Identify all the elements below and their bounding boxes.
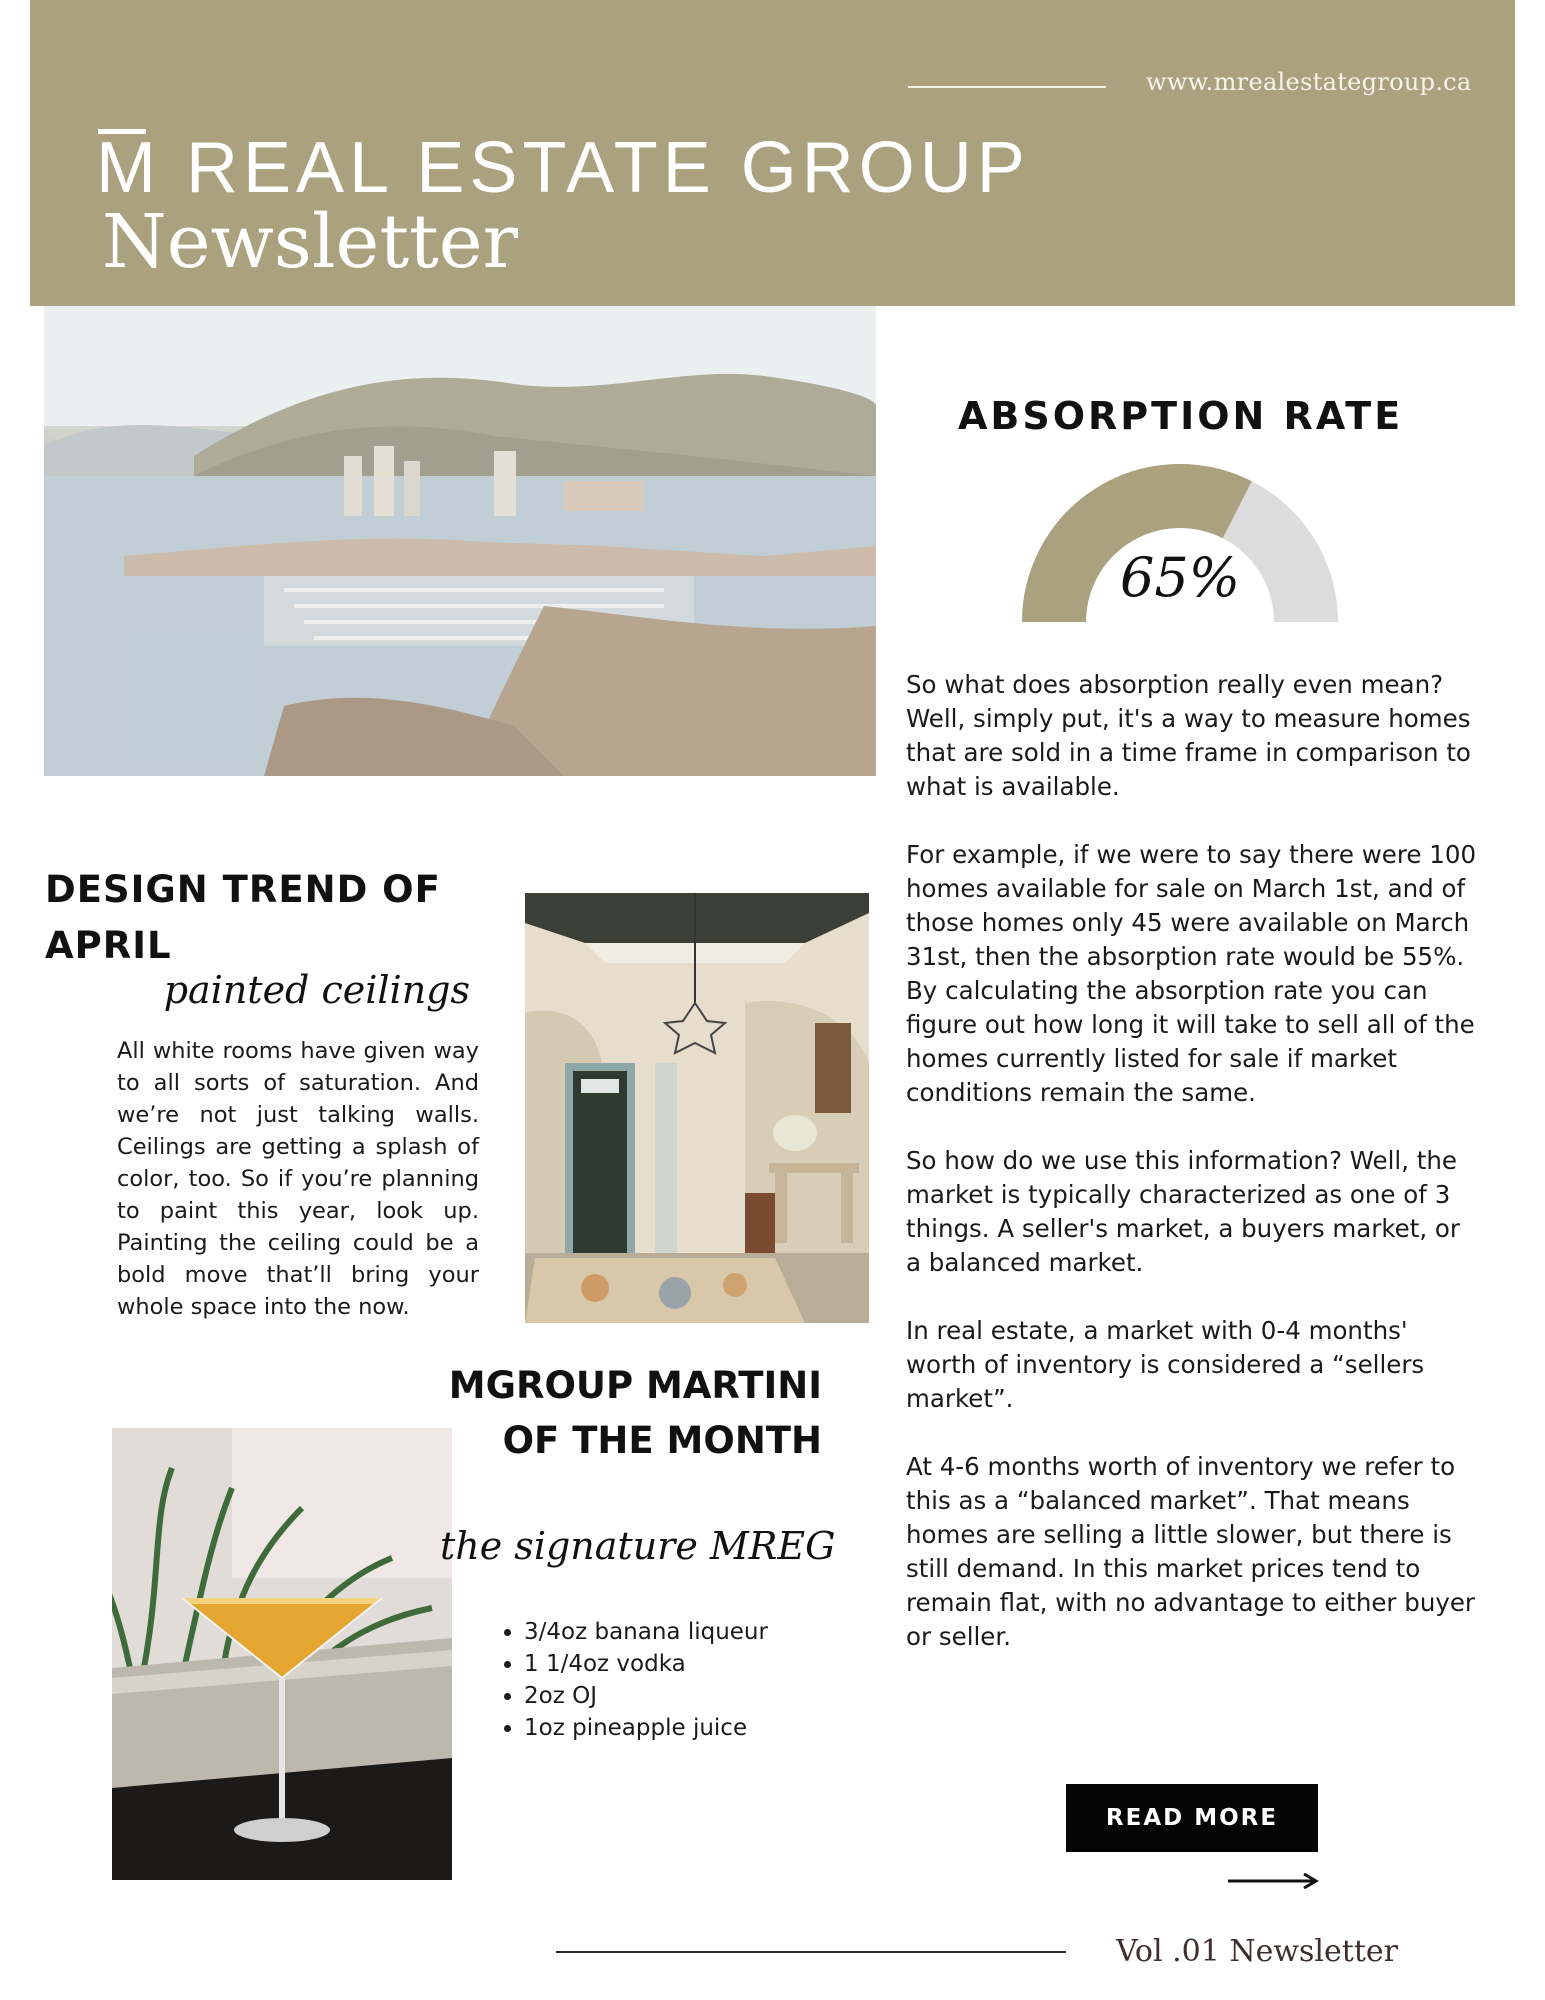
read-more-button[interactable]: READ MORE [1066, 1784, 1318, 1852]
painted-ceiling-photo [525, 893, 869, 1323]
list-item: • 3/4oz banana liqueur [524, 1616, 768, 1648]
arrow-right-icon[interactable] [1228, 1873, 1320, 1889]
list-item: • 1oz pineapple juice [524, 1712, 768, 1744]
martini-heading: MGROUP MARTINI OF THE MONTH [448, 1364, 822, 1462]
city-lake-photo [44, 306, 876, 776]
article-paragraph: At 4-6 months worth of inventory we refer to this as a “balanced market”. That means homes are selling a little slower, but there is still demand. In this market prices tend to remain flat, with no advantage to either buyer or seller. [906, 1452, 1476, 1651]
newsletter-title: Newsletter [102, 199, 518, 285]
absorption-rate-title: ABSORPTION RATE [958, 394, 1404, 438]
absorption-article [906, 668, 1481, 1688]
list-item: • 2oz OJ [524, 1680, 768, 1712]
article-paragraph: So how do we use this information? Well, the market is typically characterized as one of 3 things. A seller's market, a buyers market, or a balanced market. [906, 1146, 1460, 1277]
gauge-value: 65% [1119, 546, 1241, 609]
design-trend-subheading: painted ceilings [163, 968, 470, 1012]
article-paragraph: So what does absorption really even mean? Well, simply put, it's a way to measure homes that are sold in a time frame in comparison to what is available. [906, 670, 1471, 801]
martini-photo [112, 1428, 452, 1880]
website-link[interactable]: www.mrealestategroup.ca [1146, 68, 1472, 96]
design-trend-body: All white rooms have given way to all sorts of saturation. And we’re not just talking walls. Ceilings are getting a splash of color, too. So if you’re planning to paint this year, look up. Painting the ceiling could be a bold move that’ll bring your whole space into the now. [117, 1038, 479, 1320]
list-item: • 1 1/4oz vodka [524, 1648, 768, 1680]
design-trend-heading: DESIGN TREND OF APRIL [45, 868, 441, 967]
footer-divider [556, 1951, 1066, 1953]
martini-subheading: the signature MREG [440, 1524, 836, 1568]
ingredient-list [496, 1616, 768, 1744]
volume-label: Vol .01 Newsletter [1116, 1934, 1398, 1969]
header-divider [908, 86, 1106, 88]
article-paragraph: For example, if we were to say there were 100 homes available for sale on March 1st, and of those homes only 45 were available on March 31st, then the absorption rate would be 55%. By calculating the absorption rate you can figure out how long it will take to sell all of the homes currently listed for sale if market conditions remain the same. [906, 840, 1477, 1107]
article-paragraph: In real estate, a market with 0-4 months' worth of inventory is considered a “sellers market”. [906, 1316, 1425, 1413]
brand-name: M REAL ESTATE GROUP [96, 128, 1030, 208]
